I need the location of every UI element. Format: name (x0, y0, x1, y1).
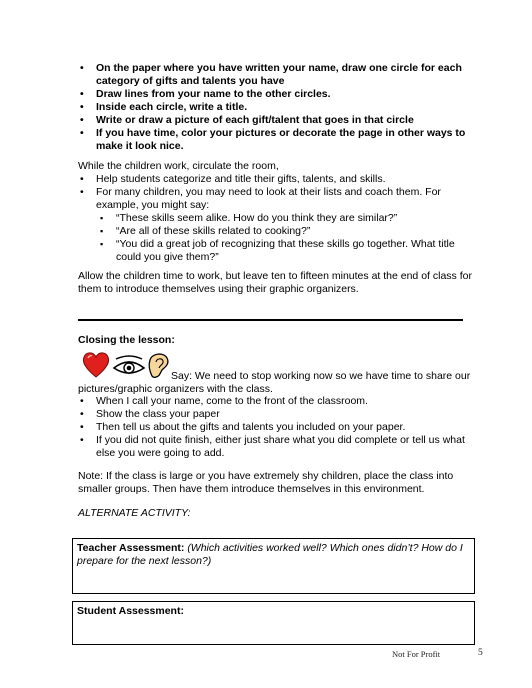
page-number: 5 (478, 648, 483, 658)
teacher-assessment-prompt: (Which activities worked well? Which ones didn’t? How do I prepare for the next lesson?) (77, 542, 463, 567)
say-text: Say: We need to stop working now so we have time to share our pictures/graphic organizers with the class. (78, 370, 471, 395)
allow-paragraph: Allow the children time to work, but leave ten to fifteen minutes at the end of class for them to introduce themselves using their graphic organizers. (78, 270, 472, 295)
quote-item: ▪ “Are all of these skills related to cooking?” (96, 225, 478, 238)
teacher-assessment-box[interactable] (72, 538, 475, 594)
instruction-item: • On the paper where you have written your name, draw one circle for each category of gifts and talents you have (78, 62, 468, 88)
note-paragraph: Note: If the class is large or you have extremely shy children, place the class into smaller groups. Then have them introduce themselves in this environment. (78, 470, 454, 495)
closing-heading: Closing the lesson: (78, 334, 175, 346)
say-paragraph (78, 370, 478, 396)
quote-item: ▪ “You did a great job of recognizing that these skills go together. What title could you give them?” (96, 238, 478, 264)
closing-item: • Show the class your paper (78, 408, 478, 421)
section-divider (78, 319, 463, 321)
circulate-list (78, 173, 478, 212)
instruction-list (78, 62, 468, 153)
instruction-item: • If you have time, color your pictures or decorate the page in other ways to make it look nice. (78, 127, 468, 153)
footer-text: Not For Profit (392, 649, 441, 659)
closing-list (78, 395, 478, 460)
student-assessment-box[interactable] (72, 601, 475, 645)
circulate-intro: While the children work, circulate the room, (78, 160, 279, 172)
example-quotes (78, 212, 478, 264)
instruction-item: • Write or draw a picture of each gift/talent that goes in that circle (78, 114, 468, 127)
circulate-section (78, 160, 478, 264)
instruction-item: • Draw lines from your name to the other circles. (78, 88, 468, 101)
closing-item: • Then tell us about the gifts and talents you included on your paper. (78, 421, 478, 434)
quote-item: ▪ “These skills seem alike. How do you think they are similar?” (96, 212, 478, 225)
closing-item: • When I call your name, come to the front of the classroom. (78, 395, 478, 408)
teacher-assessment-label: Teacher Assessment: (77, 542, 185, 554)
student-assessment-label: Student Assessment: (77, 605, 184, 617)
closing-item: • If you did not quite finish, either just share what you did complete or tell us what else you were going to add. (78, 434, 478, 460)
instruction-item: • Inside each circle, write a title. (78, 101, 468, 114)
circulate-item: • Help students categorize and title their gifts, talents, and skills. (78, 173, 478, 186)
alternate-activity: ALTERNATE ACTIVITY: (78, 507, 191, 519)
circulate-item: • For many children, you may need to look at their lists and coach them. For example, you might say: (78, 186, 478, 212)
